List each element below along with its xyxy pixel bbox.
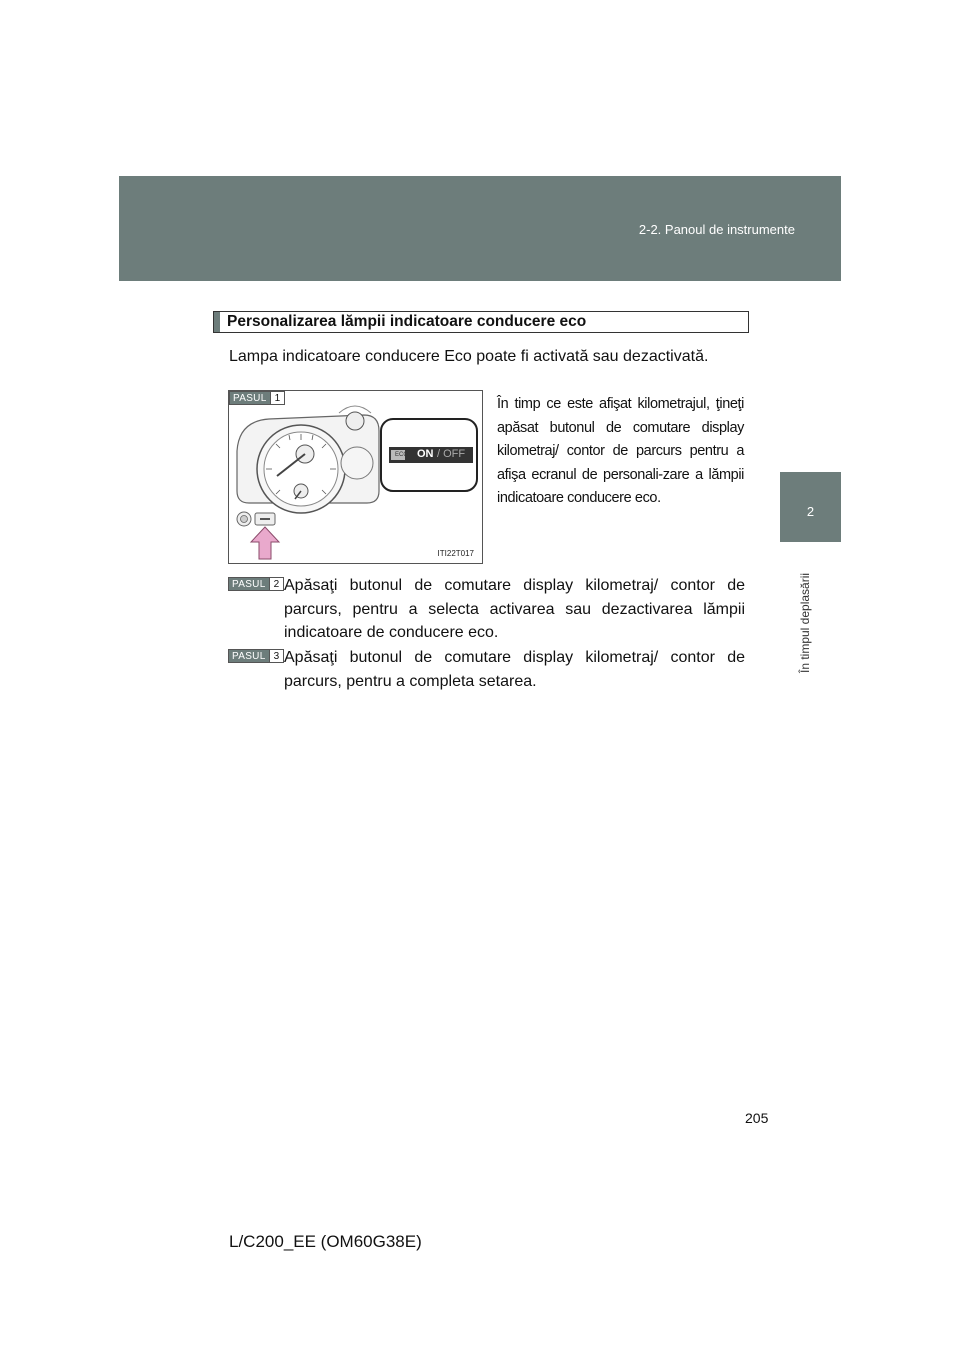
step-badge-number: 2 bbox=[269, 578, 284, 590]
section-heading: Personalizarea lămpii indicatoare conducere eco bbox=[213, 311, 749, 333]
document-code: L/C200_EE (OM60G38E) bbox=[229, 1232, 422, 1251]
intro-text: Lampa indicatoare conducere Eco poate fi activată sau dezactivată. bbox=[229, 348, 709, 365]
step-badge-word: PASUL bbox=[230, 392, 270, 404]
step-badge-word: PASUL bbox=[229, 650, 269, 662]
page-number: 205 bbox=[745, 1110, 769, 1126]
step-3-badge bbox=[228, 649, 284, 663]
instrument-cluster-figure bbox=[228, 390, 483, 564]
chapter-number: 2 bbox=[806, 504, 815, 519]
header-band bbox=[119, 176, 841, 281]
step-1-text: În timp ce este afişat kilometrajul, ţineţi apăsat butonul de comutare display kilometraj/ contor de parcurs pentru a afişa ecranul de personali-zare a lămpii indicatoare conducere eco. bbox=[497, 396, 744, 506]
step-3-text: Apăsaţi butonul de comutare display kilometraj/ contor de parcurs, pentru a completa setarea. bbox=[284, 649, 745, 690]
step-badge-number: 1 bbox=[270, 392, 285, 404]
screen-off-label: / OFF bbox=[437, 448, 466, 460]
chapter-tab bbox=[780, 472, 841, 542]
step-2-badge bbox=[228, 577, 284, 591]
step-badge-word: PASUL bbox=[229, 578, 269, 590]
screen-eco-label: ECO bbox=[395, 452, 409, 458]
instrument-cluster-illustration bbox=[229, 391, 484, 565]
chapter-label: În timpul deplasării bbox=[798, 572, 812, 673]
step-2-text: Apăsaţi butonul de comutare display kilometraj/ contor de parcurs, pentru a selecta activarea sau dezactivarea lămpii indicatoare de conducere eco. bbox=[284, 577, 745, 641]
step-1-badge bbox=[229, 391, 285, 405]
step-badge-number: 3 bbox=[269, 650, 284, 662]
header-title: 2-2. Panoul de instrumente bbox=[638, 222, 795, 237]
figure-code: ITI22T017 bbox=[437, 549, 474, 558]
screen-on-label: ON bbox=[417, 448, 434, 460]
